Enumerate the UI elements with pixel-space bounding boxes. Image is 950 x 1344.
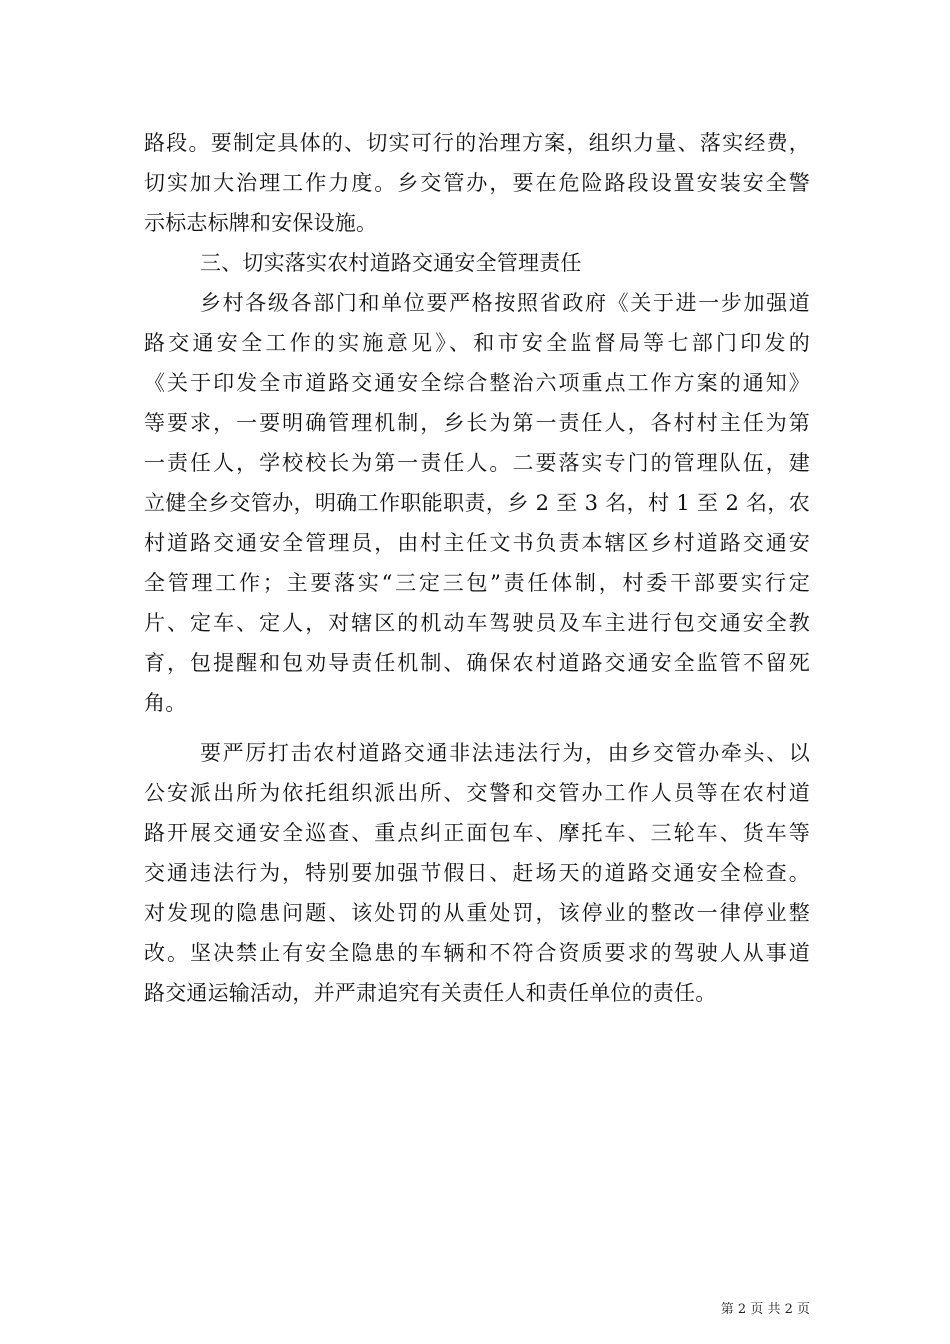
page-number: 第 2 页 共 2 页 — [720, 1302, 810, 1317]
text-line: 路段。要制定具体的、切实可行的治理方案，组织力量、落实经费， — [144, 131, 810, 155]
text-line: 立健全乡交管办，明确工作职能职责，乡 2 至 3 名，村 1 至 2 名，农 — [144, 491, 810, 515]
text-line: 育，包提醒和包劝导责任机制、确保农村道路交通安全监管不留死 — [144, 651, 810, 675]
text-line: 切实加大治理工作力度。乡交管办，要在危险路段设置安装安全警 — [144, 171, 810, 195]
text-line: 一责任人，学校校长为第一责任人。二要落实专门的管理队伍，建 — [144, 451, 810, 475]
text-line: 乡村各级各部门和单位要严格按照省政府《关于进一步加强道 — [200, 291, 810, 315]
text-line: 改。坚决禁止有安全隐患的车辆和不符合资质要求的驾驶人从事道 — [144, 941, 810, 965]
text-line: 路交通安全工作的实施意见》、和市安全监督局等七部门印发的 — [144, 331, 810, 355]
text-line: 《关于印发全市道路交通安全综合整治六项重点工作方案的通知》 — [144, 371, 810, 395]
text-line: 要严厉打击农村道路交通非法违法行为，由乡交管办牵头、以 — [200, 741, 810, 765]
text-line: 全管理工作；主要落实“三定三包”责任体制，村委干部要实行定 — [144, 571, 810, 595]
text-line: 路开展交通安全巡查、重点纠正面包车、摩托车、三轮车、货车等 — [144, 821, 810, 845]
text-line: 示标志标牌和安保设施。 — [144, 211, 378, 235]
text-line: 对发现的隐患问题、该处罚的从重处罚，该停业的整改一律停业整 — [144, 901, 810, 925]
text-line: 公安派出所为依托组织派出所、交警和交管办工作人员等在农村道 — [144, 781, 810, 805]
text-line: 片、定车、定人，对辖区的机动车驾驶员及车主进行包交通安全教 — [144, 611, 810, 635]
text-line: 村道路交通安全管理员，由村主任文书负责本辖区乡村道路交通安 — [144, 531, 810, 555]
text-line: 等要求，一要明确管理机制，乡长为第一责任人，各村村主任为第 — [144, 411, 810, 435]
section-heading: 三、切实落实农村道路交通安全管理责任 — [200, 251, 582, 275]
text-line: 交通违法行为，特别要加强节假日、赶场天的道路交通安全检查。 — [144, 861, 810, 885]
text-line: 角。 — [144, 691, 187, 715]
text-line: 路交通运输活动，并严肃追究有关责任人和责任单位的责任。 — [144, 981, 717, 1005]
